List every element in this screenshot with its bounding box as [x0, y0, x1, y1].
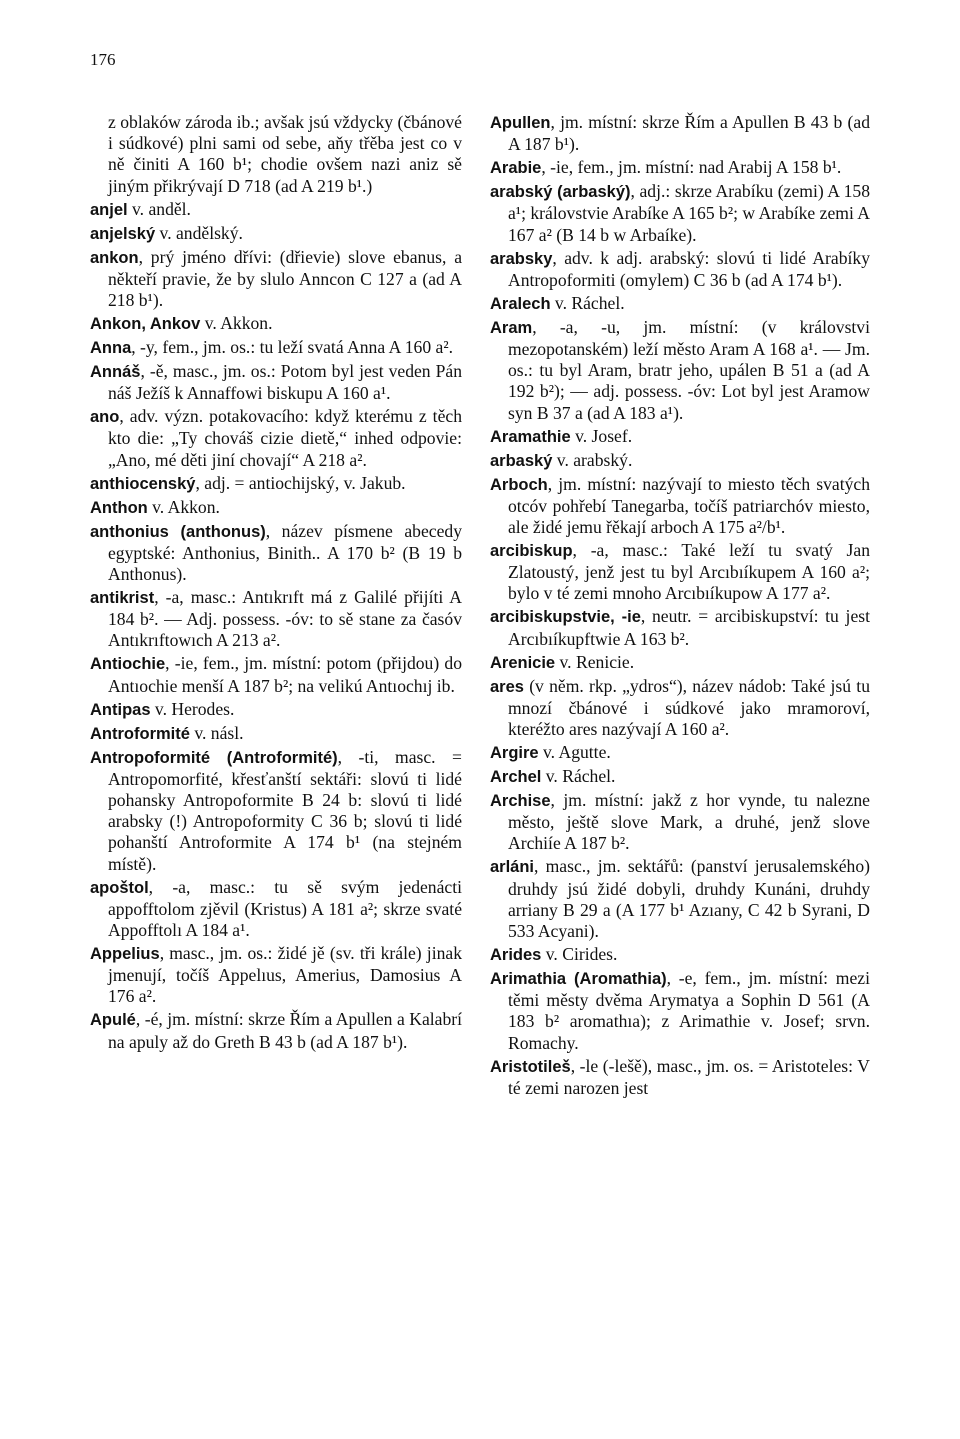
entry-headword: arbaský [490, 451, 553, 470]
entry-headword: Antroformité [90, 724, 190, 743]
dictionary-entry [90, 337, 462, 359]
entry-text: v. anděl. [127, 198, 191, 219]
dictionary-entry [90, 877, 462, 942]
dictionary-entry [90, 521, 462, 586]
entry-headword: antikrist [90, 589, 155, 608]
entry-headword: Antipas [90, 700, 151, 719]
dictionary-entry [490, 790, 870, 855]
dictionary-entry [90, 406, 462, 471]
dictionary-entry [490, 1056, 870, 1099]
entry-text: , -e, fem., jm. místní: mezi těmi městy dvěma Arymatya a Sophin D 561 (A 183 b² aromathıa); z Arimathie v. Josef; srvn. Romachy. [508, 968, 870, 1053]
right-column [490, 112, 870, 1101]
entry-headword: Annáš [90, 363, 141, 382]
entry-headword: Arides [490, 946, 542, 965]
entry-headword: Aristotileš [490, 1057, 571, 1076]
entry-text: v. Josef. [570, 425, 633, 446]
dictionary-entry [490, 742, 870, 764]
dictionary-entry [90, 361, 462, 404]
entry-text: v. Cirides. [541, 944, 618, 965]
entry-text: v. Ráchel. [541, 766, 616, 787]
entry-text: v. Akkon. [147, 496, 220, 517]
entry-text: v. Herodes. [150, 698, 235, 719]
entry-headword: Ankon, Ankov [90, 315, 201, 334]
dictionary-entry [90, 223, 462, 245]
dictionary-entry [490, 652, 870, 674]
entry-text: , jm. místní: skrze Řím a Apullen B 43 b (ad A 187 b¹). [508, 112, 870, 155]
dictionary-entry [90, 723, 462, 745]
entry-text: , -y, fem., jm. os.: tu leží svatá Anna A 160 a². [131, 337, 453, 358]
dictionary-entry [490, 606, 870, 649]
entry-headword: arláni [490, 858, 535, 877]
entry-headword: ankon [90, 248, 139, 267]
dictionary-entry [90, 587, 462, 652]
entry-text: , -é, jm. místní: skrze Řím a Apullen a Kalabrí na apuly až do Greth B 43 b (ad A 187 b¹). [108, 1009, 462, 1052]
entry-headword: Archel [490, 768, 542, 787]
entry-headword: Arboch [490, 475, 548, 494]
entry-text: v. Akkon. [200, 313, 273, 334]
dictionary-entry [90, 747, 462, 875]
entry-headword: arcibiskupstvie, -ie [490, 608, 641, 627]
entry-text: , -a, -u, jm. místní: (v královstvi mezopotanském) leží město Aram A 168 a¹. — Jm. os.: tu byl Aram, bratr jeho, upálen B 51 a (ad A 192 b²); — adj. possess. -óv: Lot byl jest Aramow syn B 37 a (ad A 183 a¹). [508, 316, 870, 423]
entry-text: , -a, masc.: tu sě svým jedenácti appofftolom zjěvil (Kristus) A 181 a²; skrze svaté Appofftolı A 184 a¹. [108, 876, 462, 941]
dictionary-entry [490, 293, 870, 315]
entry-text: v. Ráchel. [550, 292, 625, 313]
dictionary-entry [90, 112, 462, 197]
page-number: 176 [90, 50, 116, 69]
entry-text: , -ě, masc., jm. os.: Potom byl jest veden Pán náš Ježíš k Annaffowi biskupu A 160 a¹. [108, 361, 462, 404]
entry-text: , -ie, fem., jm. místní: nad Arabij A 158 b¹. [541, 157, 842, 178]
entry-headword: Antropoformité (Antroformité) [90, 748, 338, 767]
entry-text: z oblaków zároda ib.; avšak jsú vždycky (čbánové i súdkové) plni sami od sebe, aňy třěba jest co v ně činiti A 160 b¹; chodie ovšem nazi aniz sě jiným přikrývají D 718 (ad A 219 b¹.) [108, 112, 462, 196]
dictionary-entry [90, 473, 462, 495]
entry-headword: Arimathia (Aromathia) [490, 970, 667, 989]
entry-headword: Arenicie [490, 653, 556, 672]
dictionary-entry [490, 540, 870, 605]
entry-text: , -le (-lešě), masc., jm. os. = Aristoteles: V té zemi narozen jest [508, 1055, 870, 1098]
entry-headword: Apulé [90, 1011, 136, 1030]
entry-headword: Argire [490, 744, 539, 763]
entry-text: , adv. k adj. arabský: slovú ti lidé Arabíky Antropoformiti (omylem) C 36 b (ad A 174 b¹). [508, 247, 870, 290]
entry-text: v. arabský. [552, 449, 633, 470]
entry-text: , jm. místní: jakž z hor vynde, tu nalezne město, ještě slove Mark, a druhé, jenž slove Archiíe A 187 b². [508, 790, 870, 854]
entry-headword: ano [90, 408, 120, 427]
dictionary-entry [490, 112, 870, 155]
dictionary-entry [490, 944, 870, 966]
entry-headword: anjel [90, 200, 128, 219]
dictionary-entry [490, 248, 870, 291]
dictionary-entry [90, 943, 462, 1008]
entry-text: v. Agutte. [538, 742, 611, 763]
entry-headword: ares [490, 677, 524, 696]
entry-headword: Aramathie [490, 427, 571, 446]
dictionary-entry [90, 247, 462, 312]
entry-text: , -ie, fem., jm. místní: potom (přijdou) do Antıochie menší A 187 b²; na velikú Antıochıj ib. [108, 653, 462, 696]
entry-headword: Anthon [90, 498, 148, 517]
dictionary-entry [490, 968, 870, 1054]
dictionary-entry [490, 317, 870, 424]
entry-text: v. andělský. [155, 222, 243, 243]
entry-headword: arabský (arbaský) [490, 183, 631, 202]
entry-headword: Archise [490, 792, 551, 811]
dictionary-entry [90, 199, 462, 221]
dictionary-entry [490, 474, 870, 539]
entry-text: (v něm. rkp. „ydros“), název nádob: Také jsú tu mnozí čbánové i súdkové jako mramoroví, kteréžto ares nazývají A 160 a². [508, 675, 870, 740]
dictionary-entry [90, 497, 462, 519]
dictionary-entry [490, 856, 870, 942]
entry-headword: Appelius [90, 945, 160, 964]
dictionary-entry [90, 313, 462, 335]
entry-text: , -a, masc.: Také leží tu svatý Jan Zlatoustý, jenž jest tu byl Arcıbıíkupem A 160 a²; bylo v té zemi mnoho Arcıbıíkupow A 177 a². [508, 540, 870, 604]
entry-headword: anthiocenský [90, 474, 196, 493]
entry-text: , adj. = antiochijský, v. Jakub. [195, 472, 406, 493]
dictionary-entry [490, 157, 870, 179]
entry-text: , masc., jm. os.: židé jě (sv. tři krále) jinak jmenují, točíš Appelıus, Amerius, Damosius A 176 a². [108, 943, 462, 1007]
dictionary-entry [490, 676, 870, 741]
dictionary-entry [90, 653, 462, 696]
dictionary-entry [490, 181, 870, 246]
left-column [90, 112, 462, 1055]
entry-headword: anjelský [90, 224, 156, 243]
entry-headword: Aram [490, 318, 533, 337]
entry-text: , adj.: skrze Arabíku (zemi) A 158 a¹; královstvie Arabíke A 165 b²; w Arabíke zemi A 167 a² (B 14 b w Arbaíke). [508, 181, 870, 245]
dictionary-entry [490, 450, 870, 472]
entry-text: , masc., jm. sektářů: (panství jerusalemského) druhdy jsú židé dobyli, druhdy Kunáni, druhdy arriany B 29 a (A 177 b¹ Azıany, C 42 b Syrani, D 533 Acyani). [508, 856, 870, 942]
entry-text: , neutr. = arcibiskupství: tu jest Arcıbıíkupftwie A 163 b². [508, 606, 870, 649]
entry-text: , -ti, masc. = Antropomorfité, křesťanští sektáři: slovú ti lidé pohansky Antropoformite B 24 b: slovú ti lidé arabsky (!) Antropoformity C 36 b; slovú ti lidé pohanští Antroformite A 174 b¹ (na stejném místě). [108, 746, 462, 874]
dictionary-entry [90, 699, 462, 721]
entry-headword: Anna [90, 339, 132, 358]
entry-headword: apoštol [90, 878, 149, 897]
entry-headword: anthonius (anthonus) [90, 522, 266, 541]
entry-headword: Arabie [490, 159, 542, 178]
entry-text: v. Renicie. [555, 651, 635, 672]
entry-text: , název písmene abecedy egyptské: Anthonius, Binith.. A 170 b² (B 19 b Anthonus). [108, 520, 462, 585]
entry-headword: Apullen [490, 114, 551, 132]
entry-text: , -a, masc.: Antıkrıft má z Galilé přijíti A 184 b². — Adj. possess. -óv: to sě stane za časóv Antıkrıftowıch A 213 a². [108, 587, 462, 651]
entry-text: , adv. význ. potakovacího: když kterému z těch kto die: „Ty chováš cizie dietě,“ inhed odpovie: „Ano, mé děti jiní chovají“ A 218 a². [108, 406, 462, 470]
dictionary-entry [490, 766, 870, 788]
entry-text: , prý jméno dřívi: (dřievie) slove ebanus, a někteří pravie, že by slulo Anncon C 127 a (ad A 218 b¹). [108, 246, 462, 311]
entry-headword: arabsky [490, 249, 553, 268]
entry-headword: Antiochie [90, 655, 166, 674]
dictionary-entry [90, 1009, 462, 1052]
entry-text: , jm. místní: nazývají to miesto těch svatých otcóv pohřebí Tanegarba, točíš patriarchóv miesto, ale židé jemu řěkají arboch A 175 a²/b¹. [508, 473, 870, 538]
entry-text: v. násl. [189, 722, 244, 743]
entry-headword: Aralech [490, 294, 551, 313]
dictionary-entry [490, 426, 870, 448]
entry-headword: arcibiskup [490, 542, 573, 561]
